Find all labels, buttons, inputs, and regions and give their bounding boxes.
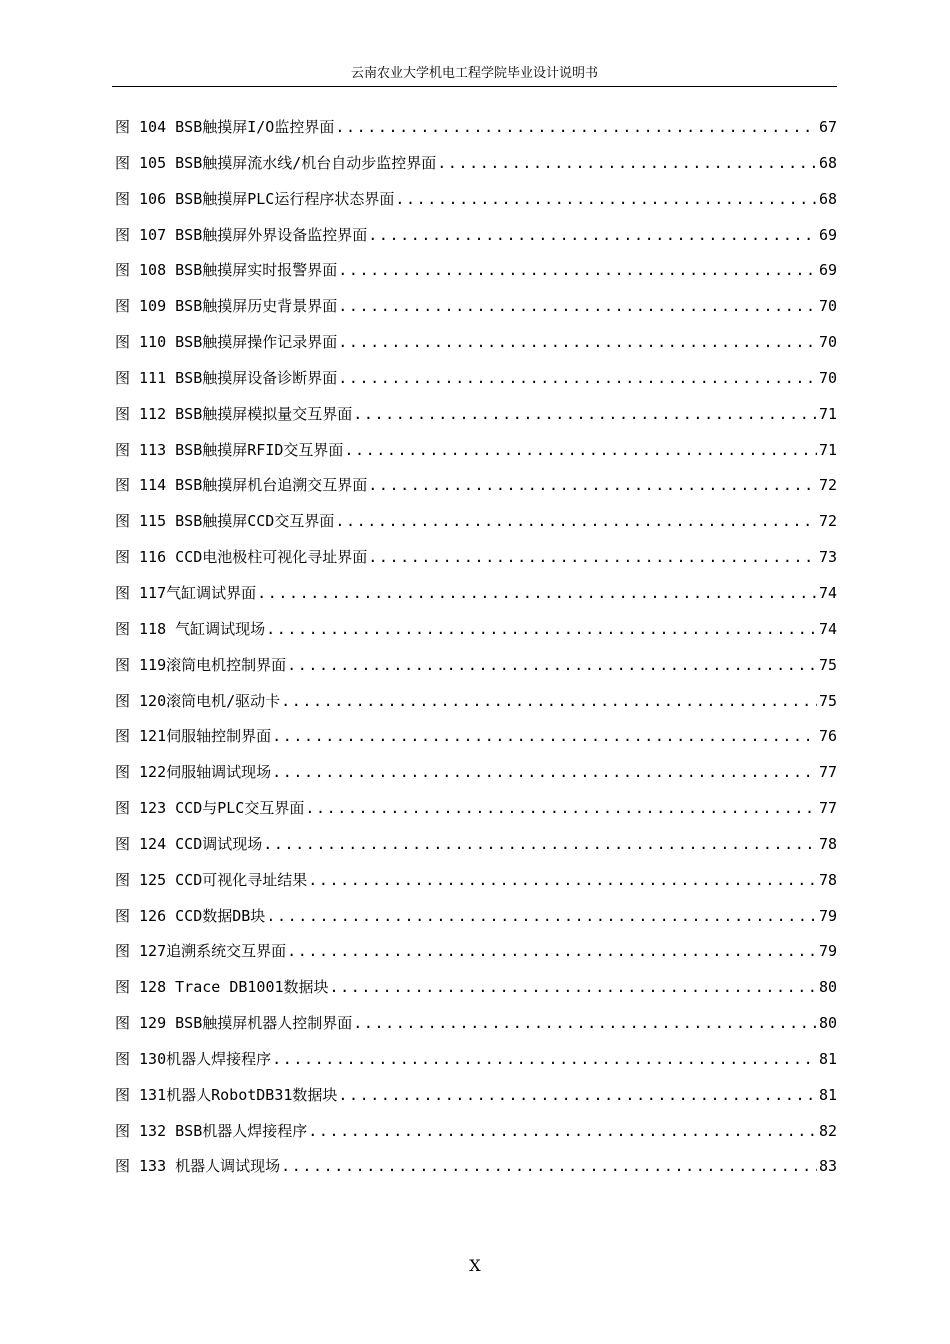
toc-entry-label: 图 104 BSB触摸屏I/O监控界面 xyxy=(115,118,335,136)
toc-entry[interactable] xyxy=(115,791,837,827)
toc-entry-label: 图 116 CCD电池极柱可视化寻址界面 xyxy=(115,548,368,567)
toc-entry-page: 68 xyxy=(818,153,837,172)
toc-entry-page: 67 xyxy=(818,118,837,136)
leader-dots xyxy=(281,1149,817,1185)
toc-entry[interactable] xyxy=(115,110,837,146)
leader-dots xyxy=(305,791,817,827)
toc-entry[interactable] xyxy=(115,1114,837,1150)
toc-entry[interactable] xyxy=(115,540,837,576)
toc-entry-label: 图 126 CCD数据DB块 xyxy=(115,906,266,925)
toc-entry-page: 74 xyxy=(818,583,837,602)
toc-entry[interactable] xyxy=(115,325,837,361)
toc-entry-label: 图 129 BSB触摸屏机器人控制界面 xyxy=(115,1014,353,1033)
toc-entry-label: 图 107 BSB触摸屏外界设备监控界面 xyxy=(115,225,368,244)
toc-entry-page: 69 xyxy=(818,261,837,280)
toc-entry[interactable] xyxy=(115,397,837,433)
leader-dots xyxy=(287,648,817,684)
toc-entry-label: 图 131机器人RobotDB31数据块 xyxy=(115,1085,338,1104)
toc-entry[interactable] xyxy=(115,648,837,684)
toc-entry-label: 图 120滚筒电机/驱动卡 xyxy=(115,691,281,710)
leader-dots xyxy=(272,719,817,755)
toc-entry-label: 图 122伺服轴调试现场 xyxy=(115,763,272,782)
toc-entry-page: 76 xyxy=(818,727,837,746)
toc-entry[interactable] xyxy=(115,1042,837,1078)
toc-entry-page: 68 xyxy=(818,189,837,208)
toc-entry-label: 图 119滚筒电机控制界面 xyxy=(115,655,287,674)
toc-entry-label: 图 105 BSB触摸屏流水线/机台自动步监控界面 xyxy=(115,153,437,172)
toc-entry-label: 图 128 Trace DB1001数据块 xyxy=(115,978,329,997)
page-number: X xyxy=(469,1256,481,1275)
toc-entry-page: 70 xyxy=(818,297,837,316)
toc-entry[interactable] xyxy=(115,576,837,612)
toc-entry-page: 80 xyxy=(818,978,837,997)
toc-entry-label: 图 125 CCD可视化寻址结果 xyxy=(115,870,308,889)
toc-entry-page: 75 xyxy=(818,691,837,710)
toc-entry-label: 图 113 BSB触摸屏RFID交互界面 xyxy=(115,440,344,459)
leader-dots xyxy=(437,146,817,182)
toc-entry[interactable] xyxy=(115,719,837,755)
leader-dots xyxy=(263,827,817,863)
leader-dots xyxy=(344,433,817,469)
leader-dots xyxy=(338,289,817,325)
header-divider xyxy=(112,86,837,87)
toc-entry-label: 图 130机器人焊接程序 xyxy=(115,1049,272,1068)
toc-entry[interactable] xyxy=(115,361,837,397)
toc-entry-label: 图 112 BSB触摸屏模拟量交互界面 xyxy=(115,404,353,423)
leader-dots xyxy=(335,110,817,146)
toc-entry[interactable] xyxy=(115,289,837,325)
toc-entry-label: 图 124 CCD调试现场 xyxy=(115,834,263,853)
leader-dots xyxy=(395,182,817,218)
toc-entry-page: 75 xyxy=(818,655,837,674)
leader-dots xyxy=(338,325,817,361)
leader-dots xyxy=(281,684,817,720)
toc-entry-label: 图 114 BSB触摸屏机台追溯交互界面 xyxy=(115,476,368,495)
leader-dots xyxy=(353,1006,817,1042)
leader-dots xyxy=(257,576,817,612)
toc-entry-label: 图 106 BSB触摸屏PLC运行程序状态界面 xyxy=(115,189,395,208)
toc-entry[interactable] xyxy=(115,755,837,791)
toc-entry-page: 69 xyxy=(818,225,837,244)
toc-entry-label: 图 132 BSB机器人焊接程序 xyxy=(115,1121,308,1140)
leader-dots xyxy=(368,540,817,576)
figure-list xyxy=(115,110,837,1185)
toc-entry-label: 图 115 BSB触摸屏CCD交互界面 xyxy=(115,512,335,531)
toc-entry-label: 图 110 BSB触摸屏操作记录界面 xyxy=(115,333,338,352)
leader-dots xyxy=(272,1042,817,1078)
toc-entry-page: 77 xyxy=(818,763,837,782)
leader-dots xyxy=(266,612,817,648)
leader-dots xyxy=(338,361,817,397)
toc-entry[interactable] xyxy=(115,146,837,182)
toc-entry-label: 图 111 BSB触摸屏设备诊断界面 xyxy=(115,368,338,387)
toc-entry[interactable] xyxy=(115,934,837,970)
leader-dots xyxy=(266,899,817,935)
toc-entry-label: 图 117气缸调试界面 xyxy=(115,583,257,602)
toc-entry-page: 78 xyxy=(818,834,837,853)
toc-entry[interactable] xyxy=(115,253,837,289)
toc-entry[interactable] xyxy=(115,899,837,935)
leader-dots xyxy=(308,1114,817,1150)
toc-entry-page: 70 xyxy=(818,368,837,387)
toc-entry-page: 81 xyxy=(818,1085,837,1104)
toc-entry[interactable] xyxy=(115,1078,837,1114)
toc-entry-label: 图 118 气缸调试现场 xyxy=(115,619,266,638)
toc-entry[interactable] xyxy=(115,182,837,218)
leader-dots xyxy=(353,397,817,433)
toc-entry-page: 80 xyxy=(818,1014,837,1033)
toc-entry-page: 73 xyxy=(818,548,837,567)
toc-entry[interactable] xyxy=(115,433,837,469)
toc-entry-label: 图 109 BSB触摸屏历史背景界面 xyxy=(115,297,338,316)
toc-entry-label: 图 133 机器人调试现场 xyxy=(115,1157,281,1176)
leader-dots xyxy=(368,468,817,504)
toc-entry-page: 77 xyxy=(818,799,837,818)
toc-entry-page: 78 xyxy=(818,870,837,889)
toc-entry-page: 74 xyxy=(818,619,837,638)
toc-entry-label: 图 127追溯系统交互界面 xyxy=(115,942,287,961)
toc-entry-page: 83 xyxy=(818,1157,837,1176)
toc-entry[interactable] xyxy=(115,468,837,504)
leader-dots xyxy=(272,755,817,791)
toc-entry[interactable] xyxy=(115,612,837,648)
toc-entry-label: 图 123 CCD与PLC交互界面 xyxy=(115,799,305,818)
toc-entry[interactable] xyxy=(115,863,837,899)
toc-entry-page: 71 xyxy=(818,404,837,423)
toc-entry[interactable] xyxy=(115,1149,837,1185)
toc-entry-page: 81 xyxy=(818,1049,837,1068)
leader-dots xyxy=(368,218,817,254)
toc-entry[interactable] xyxy=(115,970,837,1006)
leader-dots xyxy=(338,253,817,289)
toc-entry-page: 71 xyxy=(818,440,837,459)
toc-entry-page: 79 xyxy=(818,942,837,961)
toc-entry-page: 72 xyxy=(818,476,837,495)
toc-entry[interactable] xyxy=(115,684,837,720)
toc-entry-page: 72 xyxy=(818,512,837,531)
toc-entry[interactable] xyxy=(115,218,837,254)
toc-entry-page: 82 xyxy=(818,1121,837,1140)
toc-entry[interactable] xyxy=(115,1006,837,1042)
toc-entry[interactable] xyxy=(115,504,837,540)
leader-dots xyxy=(335,504,817,540)
toc-entry[interactable] xyxy=(115,827,837,863)
leader-dots xyxy=(287,934,817,970)
toc-entry-label: 图 108 BSB触摸屏实时报警界面 xyxy=(115,261,338,280)
toc-entry-label: 图 121伺服轴控制界面 xyxy=(115,727,272,746)
page-header-title: 云南农业大学机电工程学院毕业设计说明书 xyxy=(350,66,598,81)
leader-dots xyxy=(330,970,817,1006)
leader-dots xyxy=(338,1078,817,1114)
toc-entry-page: 70 xyxy=(818,333,837,352)
leader-dots xyxy=(308,863,817,899)
toc-entry-page: 79 xyxy=(818,906,837,925)
